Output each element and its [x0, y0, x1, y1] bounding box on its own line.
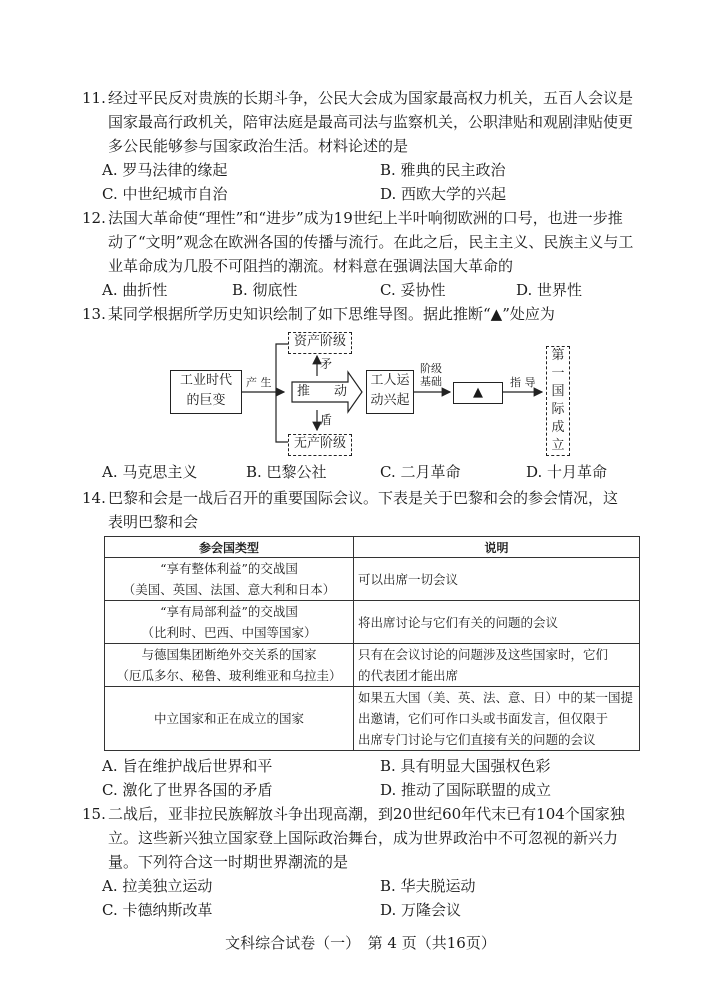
cell-line: 出席专门讨论与它们直接有关的问题的会议: [358, 732, 596, 747]
option-d[interactable]: D. 西欧大学的兴起: [380, 185, 507, 203]
stem-line: 法国大革命使“理性”和“进步”成为19世纪上半叶响彻欧洲的口号，也进一步推: [108, 209, 623, 227]
unknown-box: [453, 382, 503, 404]
box-line: 工业时代: [179, 373, 232, 388]
cell-line: “享有局部利益”的交战国: [160, 604, 298, 619]
table-header: 说明: [354, 537, 640, 558]
label-mao: 矛: [320, 357, 333, 371]
table-cell-desc: [354, 558, 640, 601]
question-stem: [82, 802, 652, 874]
cell-line: （比利时、巴西、中国等国家）: [141, 625, 317, 640]
cell-line: （美国、英国、法国、意大利和日本）: [122, 582, 336, 597]
cell-line: “享有整体利益”的交战国: [160, 561, 298, 576]
industrial-era-box: [170, 370, 242, 414]
question-number: 12.: [82, 209, 106, 227]
options-row: [82, 182, 652, 206]
cell-line: 只有在会议讨论的问题涉及这些国家时，它们: [358, 647, 609, 662]
option-d[interactable]: D. 万隆会议: [380, 901, 462, 919]
option-a[interactable]: A. 曲折性: [102, 281, 168, 299]
table-cell-desc: [354, 687, 640, 751]
question-13-options: [82, 460, 652, 484]
triangle-icon: ▲: [473, 385, 483, 400]
option-b[interactable]: B. 雅典的民主政治: [380, 161, 506, 179]
options-row: [82, 460, 652, 484]
table-row: [105, 558, 640, 601]
cell-line: （厄瓜多尔、秘鲁、玻利维亚和乌拉圭）: [116, 668, 342, 683]
cell-line: 将出席讨论与它们有关的问题的会议: [358, 614, 559, 630]
question-stem: [82, 302, 652, 326]
table-cell-desc: [354, 644, 640, 687]
cell-line: 的代表团才能出席: [358, 668, 459, 683]
stem-line: 量。下列符合这一时期世界潮流的是: [108, 853, 349, 871]
label-basis: [420, 362, 442, 388]
question-stem: [82, 86, 652, 158]
label-line: 基础: [420, 375, 442, 388]
option-b[interactable]: B. 具有明显大国强权色彩: [380, 757, 551, 775]
question-14: [82, 486, 652, 534]
table-cell-desc: [354, 601, 640, 644]
option-d[interactable]: D. 世界性: [516, 281, 583, 299]
option-a[interactable]: A. 旨在维护战后世界和平: [102, 757, 273, 775]
label-tui: 推: [297, 384, 311, 399]
box-line: 工人运: [370, 373, 410, 388]
mind-map: [170, 330, 590, 460]
options-row: [82, 278, 652, 302]
options-row: [82, 754, 652, 778]
proletariat-box: 无产阶级: [288, 434, 352, 456]
cell-line: 出邀请，它们可作口头或书面发言，但仅限于: [358, 711, 609, 726]
stem-line: 经过平民反对贵族的长期斗争，公民大会成为国家最高权力机关，五百人会议是: [108, 89, 634, 107]
question-13: [82, 302, 652, 326]
vertical-char: 立: [551, 438, 565, 453]
table-row: [105, 644, 640, 687]
option-a[interactable]: A. 罗马法律的缘起: [102, 161, 228, 179]
cell-line: 可以出席一切会议: [358, 571, 459, 587]
option-c[interactable]: C. 中世纪城市自治: [102, 185, 228, 203]
stem-line: 某同学根据所学历史知识绘制了如下思维导图。据此推断“▲”处应为: [108, 305, 555, 323]
question-15: [82, 802, 652, 922]
options-row: [82, 158, 652, 182]
cell-line: 中立国家和正在成立的国家: [153, 711, 304, 726]
vertical-char: 际: [551, 402, 565, 417]
label-dun: 盾: [320, 413, 333, 427]
box-line: 的巨变: [186, 393, 226, 408]
option-b[interactable]: B. 巴黎公社: [246, 463, 327, 481]
stem-line: 巴黎和会是一战后召开的重要国际会议。下表是关于巴黎和会的参会情况，这: [108, 489, 619, 507]
options-row: [82, 898, 652, 922]
cell-line: 如果五大国（美、英、法、意、日）中的某一国提: [358, 690, 634, 705]
stem-line: 立。这些新兴独立国家登上国际政治舞台，成为世界政治中不可忽视的新兴力: [108, 829, 619, 847]
question-stem: [82, 206, 652, 278]
option-b[interactable]: B. 华夫脱运动: [380, 877, 476, 895]
question-stem: [82, 486, 652, 534]
option-b[interactable]: B. 彻底性: [232, 281, 298, 299]
question-number: 11.: [82, 89, 106, 107]
option-c[interactable]: C. 激化了世界各国的矛盾: [102, 781, 273, 799]
page-footer: 文科综合试卷（一） 第 4 页（共16页）: [225, 934, 496, 952]
cell-line: 与德国集团断绝外交关系的国家: [141, 647, 317, 662]
first-international-box: [546, 346, 570, 456]
option-d[interactable]: D. 推动了国际联盟的成立: [380, 781, 552, 799]
stem-line: 国家最高行政机关，陪审法庭是最高司法与监察机关，公职津贴和观剧津贴使更: [108, 113, 634, 131]
question-12: [82, 206, 652, 302]
option-d[interactable]: D. 十月革命: [526, 463, 608, 481]
vertical-char: 成: [551, 420, 565, 435]
label-guide: 指 导: [510, 376, 536, 389]
question-number: 14.: [82, 489, 106, 507]
options-row: [82, 778, 652, 802]
question-number: 13.: [82, 305, 106, 323]
table-cell-type: [105, 687, 354, 751]
workers-movement-box: [366, 370, 414, 414]
option-c[interactable]: C. 卡德纳斯改革: [102, 901, 213, 919]
stem-line: 动了“文明”观念在欧洲各国的传播与流行。在此之后，民主主义、民族主义与工: [108, 233, 634, 251]
vertical-char: 第: [551, 348, 565, 363]
question-14-options: [82, 754, 652, 802]
class-bracket: [276, 344, 288, 442]
label-line: 阶级: [420, 362, 442, 375]
stem-line: 表明巴黎和会: [108, 513, 199, 531]
box-line: 动兴起: [370, 393, 410, 408]
option-a[interactable]: A. 马克思主义: [102, 463, 198, 481]
stem-line: 业革命成为几股不可阻挡的潮流。材料意在强调法国大革命的: [108, 257, 514, 275]
question-11: [82, 86, 652, 206]
option-c[interactable]: C. 妥协性: [380, 281, 446, 299]
table-row: [105, 687, 640, 751]
option-c[interactable]: C. 二月革命: [380, 463, 461, 481]
label-dong: 动: [334, 384, 348, 399]
label-produce: 产 生: [246, 376, 272, 389]
table-cell-type: [105, 644, 354, 687]
table-cell-type: [105, 558, 354, 601]
option-a[interactable]: A. 拉美独立运动: [102, 877, 213, 895]
table-cell-type: [105, 601, 354, 644]
table-header-row: [105, 537, 640, 558]
table-header: 参会国类型: [105, 537, 354, 558]
stem-line: 二战后，亚非拉民族解放斗争出现高潮，到20世纪60年代末已有104个国家独: [108, 805, 625, 823]
vertical-char: 一: [551, 366, 565, 381]
question-number: 15.: [82, 805, 106, 823]
options-row: [82, 874, 652, 898]
attendance-table: [104, 536, 640, 751]
stem-line: 多公民能够参与国家政治生活。材料论述的是: [108, 137, 409, 155]
bourgeoisie-box: 资产阶级: [288, 332, 352, 354]
vertical-char: 国: [551, 384, 565, 399]
table-row: [105, 601, 640, 644]
